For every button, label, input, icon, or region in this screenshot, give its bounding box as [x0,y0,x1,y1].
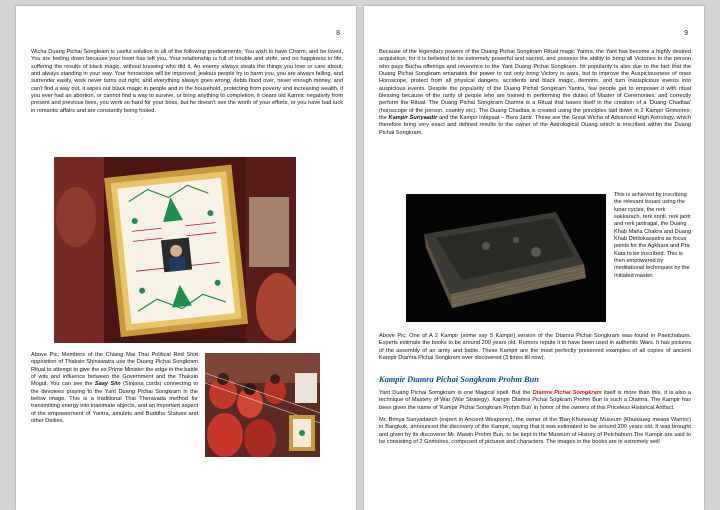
page-number: 9 [684,30,688,37]
right-page [364,6,704,510]
intro-paragraph: Wicha Duang Pichai Songkram is useful solution to all of the following predicaments; You wish to have Charm, and be loved, You are feeling down because your lover has left you, Your relationship is full of trouble and strife, and no happiness in life, suffering the results of black magic, without knowing who did it, An enemy always steals the things you love or care about, and always standing in your way. Your horoscope will be improved, jealous people try to harm you, you are always failing, and surrender easily, work never turns out right, and everything always goes wrong, debts flood over, never enough money, and can't find a way out, it wipes out black magic in people and in the household, protecting from poverty and increasing wealth, if you ever had an abortion, or cannot find a way to survive, or bring anything to completion, it clears old Karmic negativity from present and previous lives, you work so hard for your boss, but he doesn't see the worth of your efforts, or you have bad luck in romantic affairs and are constantly being fooled. [31,49,343,114]
right-paragraph-2: Yant Duang Pichai Somgkram is one Magical spell. But the Dtamra Pichai Somgkram itself is more than this, it is also a technique of Mastery of War (War Strategy). Kampir Dtamra Pichai Sogkram Prohm Bun is such a Dtamra. The Kampir has been given the name of 'Kampir Pichai Songkram Prohm Bun' in honor of the owners of this Priceless Historical Artifact. [379,390,691,411]
yantra-frame-photo [54,157,296,343]
kampir-book-photo [406,194,606,322]
section-heading: Kampir Dtamra Pichai Songkram Prohm Bun [379,375,539,384]
right-paragraph-3: Mr. Brinya Sanyadaech (expert in Ancient Weaponry), the owner of the 'Ban Khunseug' Museum (Khunsueg means Warrior) in Bangkok, announced the discovery of the Kampir, saying that it was estimated to be around 200 years old. It was brought and given by its discoverer Mr. Mawin Prohm Bun, to be kept in the Museum of History of Petchaburn.The Kampir are said to be consisting of 2 Grimoires, composed of pictures and characters. The images in the books are in extremely well [379,417,691,446]
devotees-illustration [205,353,320,457]
kampir-book-illustration [406,194,606,322]
kampir-caption: Above Pic; One of A 2 Kampir (some say 5 Kampir) version of the Dtamra Pichai Songkram was found in Paetchaburn. Experts estimate the books to be around 200 years old. Rumors repute it to have been used in authentic Wars. It has pictures of the assembly of an army and battle. These Kampir are the most perfectly preserved examples of all copies of ancient Kampir Dtamra Pichai Songkram ever discovered (3 times till now). [379,333,691,362]
yantra-frame-illustration [54,157,296,343]
left-page [16,6,356,510]
left-caption: Above Pic; Members of the Chiang Mai Thai Political Red Shirt opposition of Thaksin Shinawatra use the Duang Pichai Songkram Ritual to attempt to give the ex Prime Minister the edge in the battle of wits and influence between the Government and the Thaksin Mogul. You can see the Saay Siin (Sinjana cords) connecting to the devotees praying to the Yant Duang Pichai Songkram in the below image. This is a traditional Thai Theravada method for transmitting energy into inanimate objects, and an important aspect of the empowerment of Yantra, amulets and Buddha Statues and other Deities. [31,352,198,425]
devotees-photo [205,353,320,457]
side-text: This is achieved by inscribing the relevant issues using the lunar cycles, the rerk sakkarach, rerk sonti, rerk jantr and rerk jantragal, the Duang Khab Maha Chakra and Duang Khab Dtriilokasastra as focus points for the Agkhara and Pra Kata to be inscribed. This is then empowered by meditational techniques by the Initiated master. [614,192,692,279]
right-paragraph-1: Because of the legendary powers of the Duang Pichai Songkram Ritual magic Yantra, the Yant has become a highly desired acquisition, for it is believed to be extremely powerful and sacred, and possess the ability to bring all Victories to the person who pays Bucha offerings and reverence to the Yant Duang Pichai Songkram. Its popularity is also due to the fact that the Duang Pichai Songkram emanates the power to not only bring Victory in wars, but to improve the Auspiciousness of ones Horoscope, protect from all physical dangers, accidents and black magic, demons, and turn inauspicious events into auspicious events. Despite the popularity of the Duang Pichai Songkram Yantra, few people get to empower it with ritual blessing because of the rarity of people who are trained in performing the duties of Master of Ceremonies, and correctly perform the Ritual. The Duang Pichai Songkram Dtamra is a Ritual that bases itself in the creation of a 'Duang Chadtaa' (horoscope of the person, country etc). The Duang Chadtaa is created using the principles laid down in 2 Kampir Grimoires; the Kampir Suriyaadtr and the Kampir Intapaat – Bara Jantr. These are the Great Wicha of Advanced High Astrology, which therefore bring very exact and defined results to the owner of the Astrological Duang which is inscribed within the Duang Pichai Songkram. [379,49,691,136]
page-number: 8 [336,30,340,37]
